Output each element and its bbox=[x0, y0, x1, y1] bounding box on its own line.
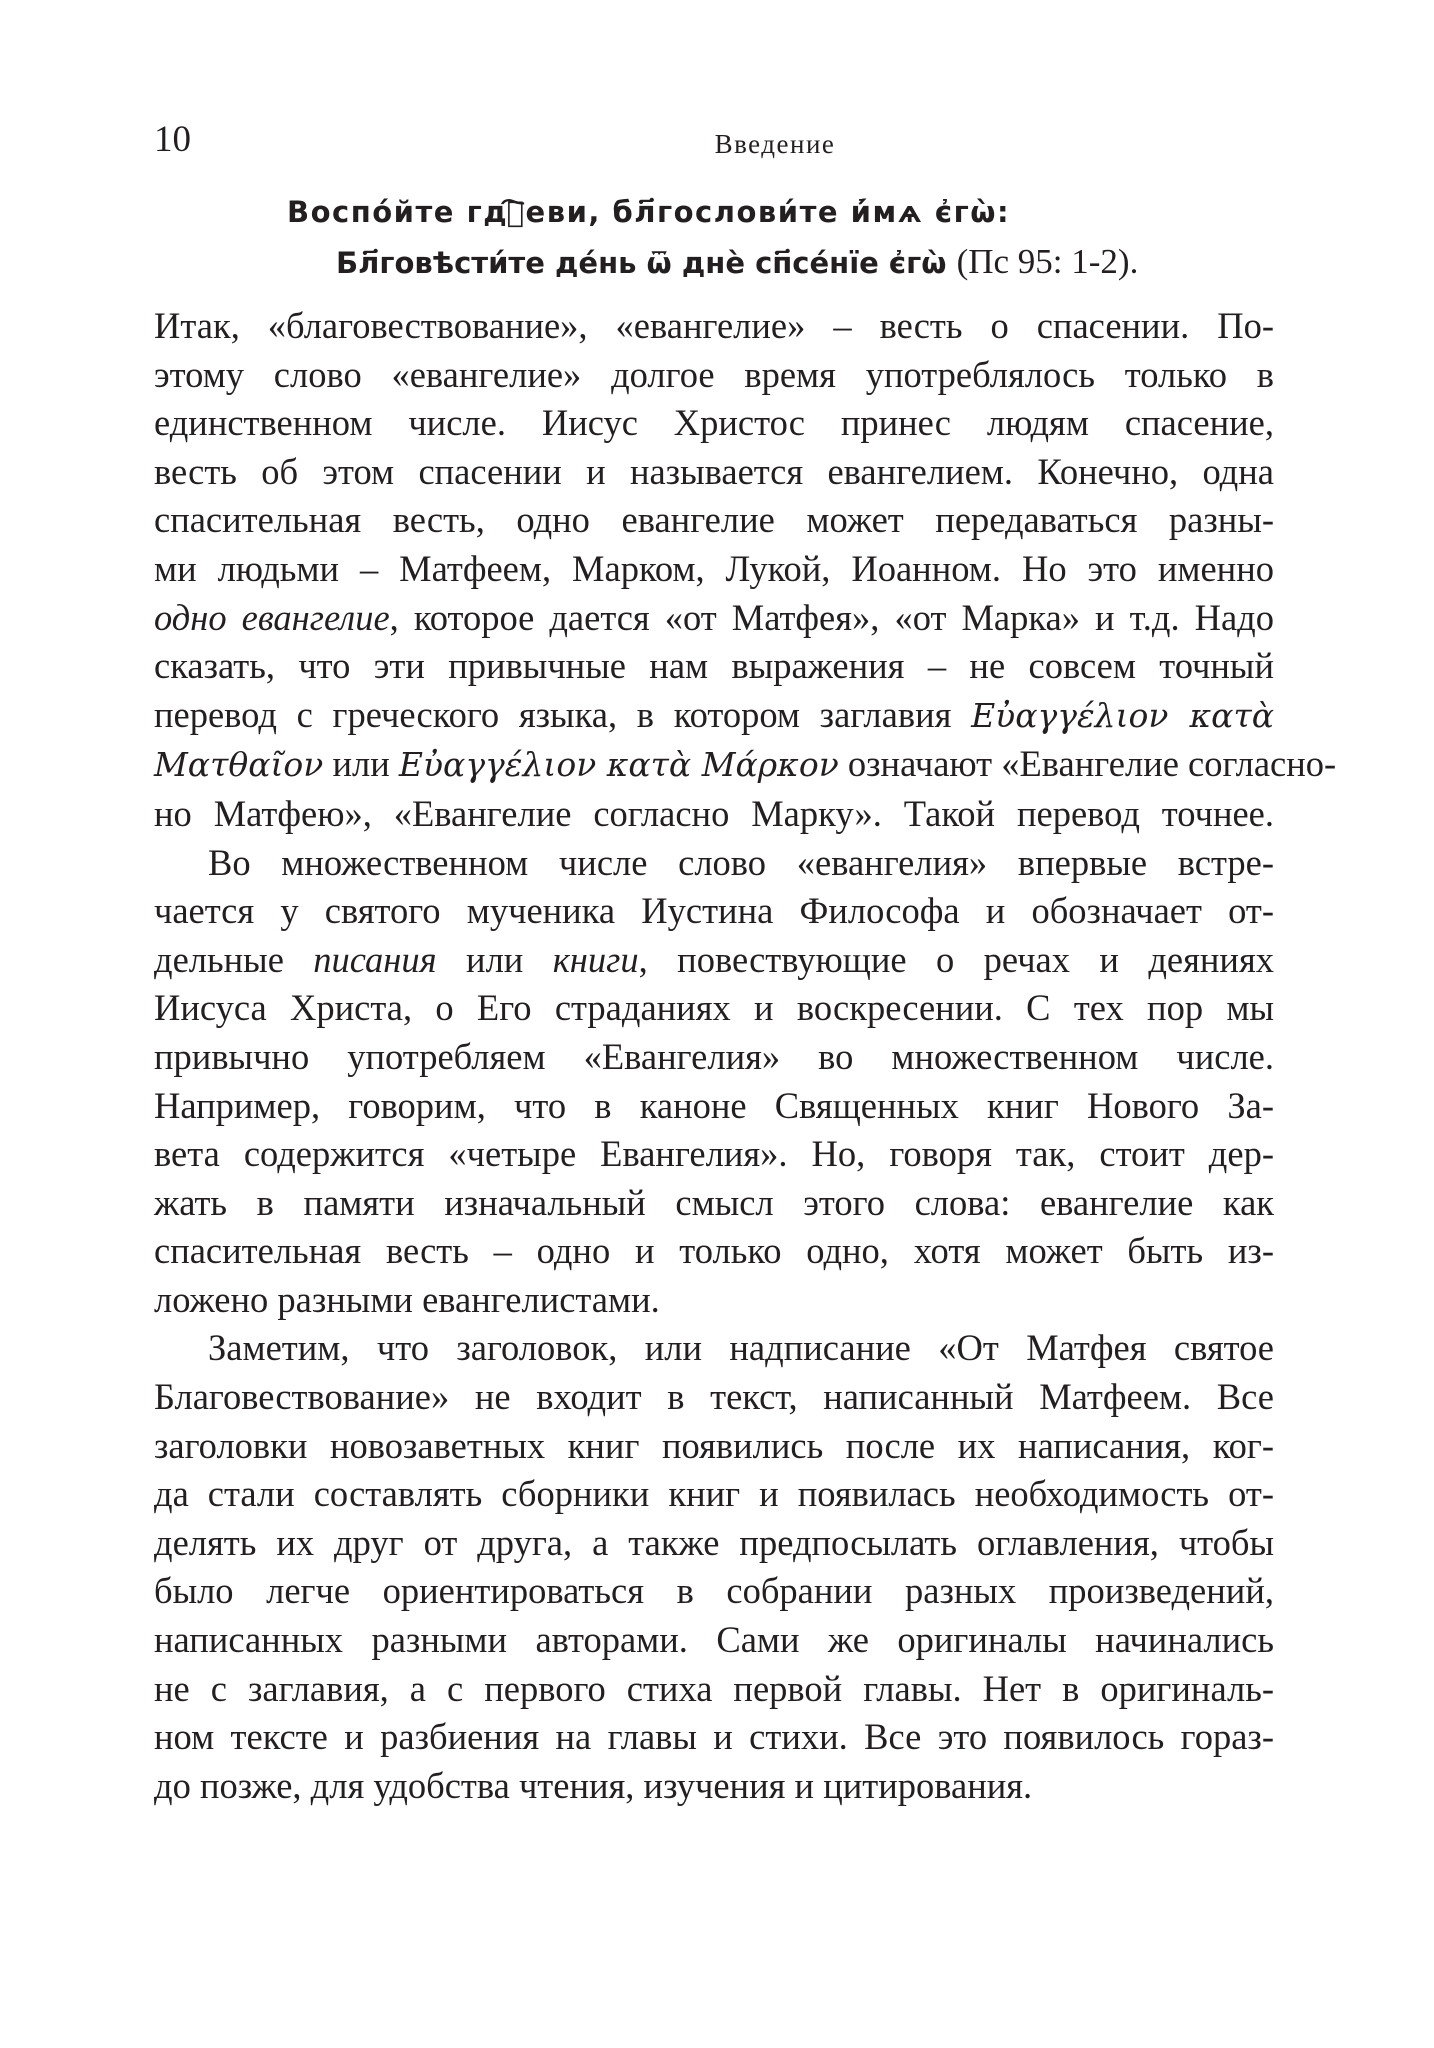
paragraph-1-line-11: но Матфею», «Евангелие согласно Марку». Такой перевод точнее. bbox=[154, 792, 1274, 834]
line-text: , повествующие о речах и деяниях bbox=[638, 938, 1274, 980]
paragraph-1-line-9 bbox=[154, 691, 1274, 741]
paragraph-2-line-10: ложено разными евангелистами. bbox=[154, 1278, 660, 1320]
paragraph-3-line-1: Заметим, что заголовок, или надписание «От Матфея святое bbox=[208, 1327, 1274, 1369]
line-text: дельные bbox=[154, 938, 314, 980]
paragraph-3-line-4: да стали составлять сборники книг и появилась необходимость от- bbox=[154, 1473, 1274, 1515]
line-text: перевод с греческого языка, в котором заглавия bbox=[154, 693, 972, 735]
church-slavonic-quote-line-1: Воспо́йте гдⷭ҇еви, бл҃гослови́те и҆́мѧ є҆гѡ̀: bbox=[287, 195, 1011, 229]
paragraph-3-line-10: до позже, для удобства чтения, изучения и цитирования. bbox=[154, 1764, 1033, 1806]
line-text: , которое дается «от Матфея», «от Марка» и т.д. Надо bbox=[389, 596, 1274, 638]
line-text: означают «Евангелие согласно- bbox=[838, 743, 1337, 785]
paragraph-3-line-5: делять их друг от друга, а также предпосылать оглавления, чтобы bbox=[154, 1521, 1274, 1563]
paragraph-1-line-7 bbox=[154, 594, 1274, 643]
paragraph-2-line-9: спасительная весть – одно и только одно, хотя может быть из- bbox=[154, 1230, 1274, 1272]
quote-reference: (Пс 95: 1-2). bbox=[956, 242, 1139, 281]
paragraph-2-line-8: жать в памяти изначальный смысл этого слова: евангелие как bbox=[154, 1181, 1274, 1223]
paragraph-2-line-7: вета содержится «четыре Евангелия». Но, говоря так, стоит дер- bbox=[154, 1133, 1274, 1175]
line-text: или bbox=[436, 938, 553, 980]
paragraph-3-line-9: ном тексте и разбиения на главы и стихи. Все это появилось гораз- bbox=[154, 1716, 1274, 1758]
paragraph-1-line-8: сказать, что эти привычные нам выражения – не совсем точный bbox=[154, 645, 1274, 687]
paragraph-2-line-2: чается у святого мученика Иустина Философа и обозначает от- bbox=[154, 890, 1274, 932]
church-slavonic-quote-line-2 bbox=[336, 240, 1138, 285]
paragraph-1-line-4: весть об этом спасении и называется евангелием. Конечно, одна bbox=[154, 450, 1274, 492]
paragraph-3-line-2: Благовествование» не входит в текст, написанный Матфеем. Все bbox=[154, 1376, 1274, 1418]
paragraph-3-line-6: было легче ориентироваться в собрании разных произведений, bbox=[154, 1570, 1274, 1612]
greek-title-1-cont: Ματθαῖον bbox=[154, 745, 324, 785]
italic-phrase: одно евангелие bbox=[154, 596, 390, 638]
running-head: Введение bbox=[714, 129, 836, 159]
italic-word-books: книги bbox=[552, 938, 639, 980]
paragraph-2-line-1: Во множественном числе слово «евангелия» впервые встре- bbox=[208, 841, 1274, 883]
quote-line-2-text: Бл҃говѣсти́те де́нь ѿ днѐ сп҃се́нїе є҆гѡ̀ bbox=[336, 246, 947, 280]
paragraph-2-line-3 bbox=[154, 936, 1274, 985]
paragraph-3-line-7: написанных разными авторами. Сами же оригиналы начинались bbox=[154, 1619, 1274, 1661]
paragraph-1-line-3: единственном числе. Иисус Христос принес людям спасение, bbox=[154, 402, 1274, 444]
paragraph-1-line-5: спасительная весть, одно евангелие может передаваться разны- bbox=[154, 499, 1274, 541]
paragraph-2-line-4: Иисуса Христа, о Его страданиях и воскресении. С тех пор мы bbox=[154, 987, 1274, 1029]
page-number: 10 bbox=[154, 119, 191, 160]
paragraph-3-line-8: не с заглавия, а с первого стиха первой главы. Нет в оригиналь- bbox=[154, 1667, 1274, 1709]
greek-title-1: Εὐαγγέλιον κατὰ bbox=[971, 695, 1274, 735]
paragraph-1-line-6: ми людьми – Матфеем, Марком, Лукой, Иоанном. Но это именно bbox=[154, 547, 1274, 589]
paragraph-2-line-6: Например, говорим, что в каноне Священных книг Нового За- bbox=[154, 1084, 1274, 1126]
paragraph-1-line-2: этому слово «евангелие» долгое время употреблялось только в bbox=[154, 353, 1274, 395]
paragraph-1-line-1: Итак, «благовествование», «евангелие» – весть о спасении. По- bbox=[154, 305, 1274, 346]
body-text bbox=[154, 302, 1337, 1810]
italic-word-writings: писания bbox=[313, 938, 437, 980]
line-text: или bbox=[323, 743, 399, 785]
paragraph-1-line-10 bbox=[154, 740, 1337, 790]
greek-title-2: Εὐαγγέλιον κατὰ Μάρκον bbox=[398, 745, 839, 785]
paragraph-3-line-3: заголовки новозаветных книг появились после их написания, ког- bbox=[154, 1424, 1274, 1466]
paragraph-2-line-5: привычно употребляем «Евангелия» во множественном числе. bbox=[154, 1035, 1274, 1077]
